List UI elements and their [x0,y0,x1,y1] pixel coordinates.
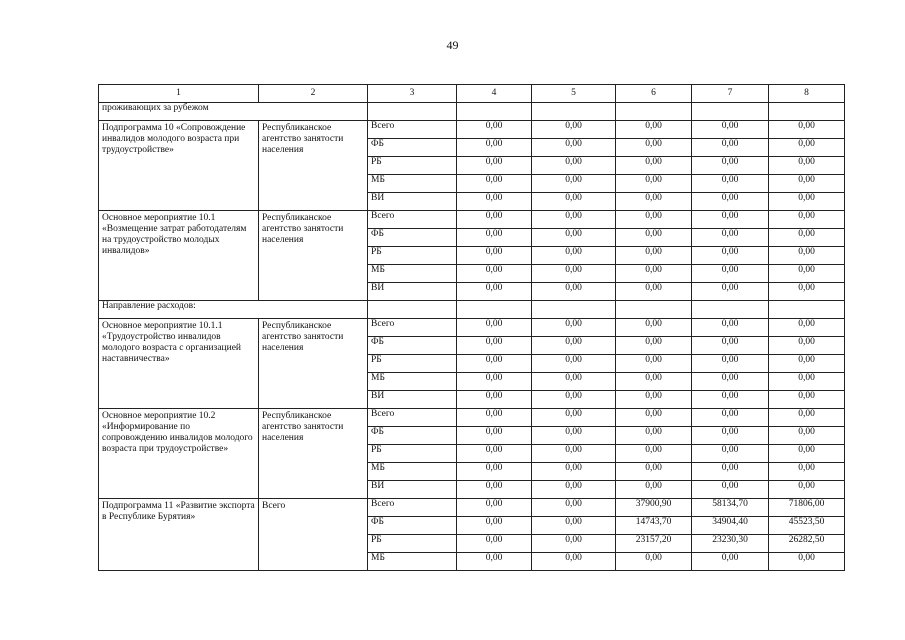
value-cell-5: 0,00 [532,445,616,463]
value-cell-4: 0,00 [457,553,532,571]
value-cell-8: 0,00 [769,139,845,157]
measure-name: Основное мероприятие 10.1 «Возмещение затрат работодателям на трудоустройство молодых инвалидов» [99,211,259,301]
value-cell-4: 0,00 [457,121,532,139]
value-cell-4: 0,00 [457,481,532,499]
column-number-5: 5 [532,85,616,103]
value-cell-4: 0,00 [457,445,532,463]
funding-source: ФБ [368,337,457,355]
value-cell-4: 0,00 [457,355,532,373]
value-cell-4: 0,00 [457,535,532,553]
funding-source: РБ [368,157,457,175]
value-cell-7: 0,00 [692,139,769,157]
funding-source: РБ [368,535,457,553]
value-cell-8: 0,00 [769,463,845,481]
funding-source: МБ [368,265,457,283]
value-cell-5: 0,00 [532,373,616,391]
funding-source: МБ [368,553,457,571]
value-cell-6: 0,00 [616,337,692,355]
table-row [99,121,845,139]
funding-source: РБ [368,247,457,265]
page-number: 49 [446,38,459,52]
value-cell-7: 0,00 [692,373,769,391]
value-cell-8: 71806,00 [769,499,845,517]
value-cell-4: 0,00 [457,175,532,193]
value-cell-8: 45523,50 [769,517,845,535]
value-cell-8: 0,00 [769,121,845,139]
value-cell-8: 0,00 [769,445,845,463]
value-cell-5: 0,00 [532,499,616,517]
table-row [99,499,845,517]
empty-cell [532,301,616,319]
value-cell-5: 0,00 [532,391,616,409]
executor-name: Республиканское агентство занятости населения [259,121,368,211]
value-cell-8: 0,00 [769,373,845,391]
value-cell-7: 0,00 [692,319,769,337]
value-cell-6: 0,00 [616,121,692,139]
measure-name: Основное мероприятие 10.1.1 «Трудоустройство инвалидов молодого возраста с организацией наставничества» [99,319,259,409]
funding-source: ФБ [368,517,457,535]
value-cell-8: 0,00 [769,283,845,301]
column-number-6: 6 [616,85,692,103]
value-cell-4: 0,00 [457,337,532,355]
value-cell-4: 0,00 [457,265,532,283]
value-cell-4: 0,00 [457,247,532,265]
executor-name: Республиканское агентство занятости населения [259,211,368,301]
value-cell-4: 0,00 [457,211,532,229]
value-cell-7: 0,00 [692,463,769,481]
column-number-row [99,85,845,103]
value-cell-6: 0,00 [616,265,692,283]
value-cell-4: 0,00 [457,373,532,391]
value-cell-7: 0,00 [692,391,769,409]
value-cell-8: 0,00 [769,391,845,409]
empty-cell [532,103,616,121]
value-cell-8: 0,00 [769,211,845,229]
empty-cell [769,103,845,121]
budget-table [98,84,845,571]
value-cell-6: 14743,70 [616,517,692,535]
value-cell-7: 0,00 [692,211,769,229]
value-cell-7: 0,00 [692,193,769,211]
table-row [99,409,845,427]
value-cell-6: 0,00 [616,409,692,427]
value-cell-8: 0,00 [769,247,845,265]
value-cell-4: 0,00 [457,409,532,427]
value-cell-5: 0,00 [532,265,616,283]
executor-name: Всего [259,499,368,571]
value-cell-7: 23230,30 [692,535,769,553]
value-cell-7: 58134,70 [692,499,769,517]
measure-name: Основное мероприятие 10.2 «Информирование по сопровождению инвалидов молодого возраста при трудоустройстве» [99,409,259,499]
value-cell-6: 0,00 [616,445,692,463]
value-cell-7: 0,00 [692,121,769,139]
value-cell-7: 0,00 [692,229,769,247]
value-cell-4: 0,00 [457,391,532,409]
value-cell-5: 0,00 [532,517,616,535]
empty-cell [616,103,692,121]
value-cell-8: 0,00 [769,553,845,571]
empty-cell [616,301,692,319]
executor-name: Республиканское агентство занятости населения [259,409,368,499]
funding-source: ФБ [368,427,457,445]
value-cell-6: 23157,20 [616,535,692,553]
value-cell-5: 0,00 [532,139,616,157]
value-cell-6: 0,00 [616,355,692,373]
empty-cell [692,103,769,121]
funding-source: РБ [368,445,457,463]
value-cell-5: 0,00 [532,211,616,229]
value-cell-5: 0,00 [532,175,616,193]
value-cell-5: 0,00 [532,481,616,499]
value-cell-6: 0,00 [616,391,692,409]
measure-name: Подпрограмма 10 «Сопровождение инвалидов молодого возраста при трудоустройстве» [99,121,259,211]
value-cell-6: 0,00 [616,193,692,211]
value-cell-5: 0,00 [532,355,616,373]
funding-source: МБ [368,175,457,193]
section-row [99,103,845,121]
column-number-7: 7 [692,85,769,103]
value-cell-7: 0,00 [692,355,769,373]
value-cell-6: 0,00 [616,373,692,391]
value-cell-6: 0,00 [616,553,692,571]
value-cell-5: 0,00 [532,463,616,481]
funding-source: МБ [368,463,457,481]
value-cell-6: 0,00 [616,427,692,445]
value-cell-6: 0,00 [616,463,692,481]
empty-cell [457,103,532,121]
value-cell-7: 34904,40 [692,517,769,535]
value-cell-6: 0,00 [616,229,692,247]
value-cell-5: 0,00 [532,247,616,265]
value-cell-7: 0,00 [692,283,769,301]
funding-source: Всего [368,319,457,337]
funding-source: РБ [368,355,457,373]
value-cell-5: 0,00 [532,427,616,445]
table-row [99,211,845,229]
value-cell-7: 0,00 [692,247,769,265]
value-cell-7: 0,00 [692,175,769,193]
funding-source: ВИ [368,193,457,211]
value-cell-6: 0,00 [616,319,692,337]
value-cell-5: 0,00 [532,553,616,571]
value-cell-7: 0,00 [692,427,769,445]
empty-cell [368,103,457,121]
column-number-4: 4 [457,85,532,103]
funding-source: Всего [368,409,457,427]
section-row [99,301,845,319]
empty-cell [457,301,532,319]
value-cell-4: 0,00 [457,319,532,337]
value-cell-6: 0,00 [616,175,692,193]
funding-source: Всего [368,211,457,229]
value-cell-6: 0,00 [616,247,692,265]
executor-name: Республиканское агентство занятости населения [259,319,368,409]
funding-source: Всего [368,121,457,139]
value-cell-8: 0,00 [769,337,845,355]
value-cell-4: 0,00 [457,463,532,481]
value-cell-4: 0,00 [457,229,532,247]
measure-name: Подпрограмма 11 «Развитие экспорта в Республике Бурятия» [99,499,259,571]
value-cell-6: 0,00 [616,283,692,301]
value-cell-4: 0,00 [457,427,532,445]
value-cell-6: 0,00 [616,139,692,157]
value-cell-8: 0,00 [769,157,845,175]
value-cell-7: 0,00 [692,265,769,283]
value-cell-7: 0,00 [692,337,769,355]
column-number-8: 8 [769,85,845,103]
value-cell-7: 0,00 [692,553,769,571]
value-cell-8: 0,00 [769,265,845,283]
value-cell-8: 0,00 [769,175,845,193]
value-cell-4: 0,00 [457,157,532,175]
funding-source: ФБ [368,229,457,247]
value-cell-4: 0,00 [457,193,532,211]
value-cell-8: 0,00 [769,409,845,427]
column-number-1: 1 [99,85,259,103]
value-cell-6: 0,00 [616,481,692,499]
funding-source: Всего [368,499,457,517]
value-cell-6: 37900,90 [616,499,692,517]
value-cell-4: 0,00 [457,283,532,301]
value-cell-8: 0,00 [769,355,845,373]
value-cell-8: 0,00 [769,481,845,499]
section-label: проживающих за рубежом [99,103,368,121]
funding-source: ВИ [368,283,457,301]
column-number-2: 2 [259,85,368,103]
value-cell-6: 0,00 [616,157,692,175]
value-cell-5: 0,00 [532,409,616,427]
value-cell-5: 0,00 [532,337,616,355]
value-cell-7: 0,00 [692,445,769,463]
section-label: Направление расходов: [99,301,368,319]
value-cell-7: 0,00 [692,481,769,499]
empty-cell [769,301,845,319]
value-cell-4: 0,00 [457,139,532,157]
column-number-3: 3 [368,85,457,103]
funding-source: ВИ [368,481,457,499]
value-cell-5: 0,00 [532,535,616,553]
empty-cell [368,301,457,319]
funding-source: МБ [368,373,457,391]
value-cell-5: 0,00 [532,193,616,211]
value-cell-4: 0,00 [457,517,532,535]
value-cell-8: 0,00 [769,427,845,445]
value-cell-8: 0,00 [769,193,845,211]
value-cell-8: 0,00 [769,229,845,247]
value-cell-6: 0,00 [616,211,692,229]
table-row [99,319,845,337]
value-cell-5: 0,00 [532,157,616,175]
value-cell-5: 0,00 [532,121,616,139]
empty-cell [692,301,769,319]
value-cell-5: 0,00 [532,229,616,247]
value-cell-5: 0,00 [532,319,616,337]
value-cell-7: 0,00 [692,157,769,175]
funding-source: ФБ [368,139,457,157]
value-cell-5: 0,00 [532,283,616,301]
funding-source: ВИ [368,391,457,409]
value-cell-7: 0,00 [692,409,769,427]
value-cell-8: 0,00 [769,319,845,337]
value-cell-8: 26282,50 [769,535,845,553]
value-cell-4: 0,00 [457,499,532,517]
